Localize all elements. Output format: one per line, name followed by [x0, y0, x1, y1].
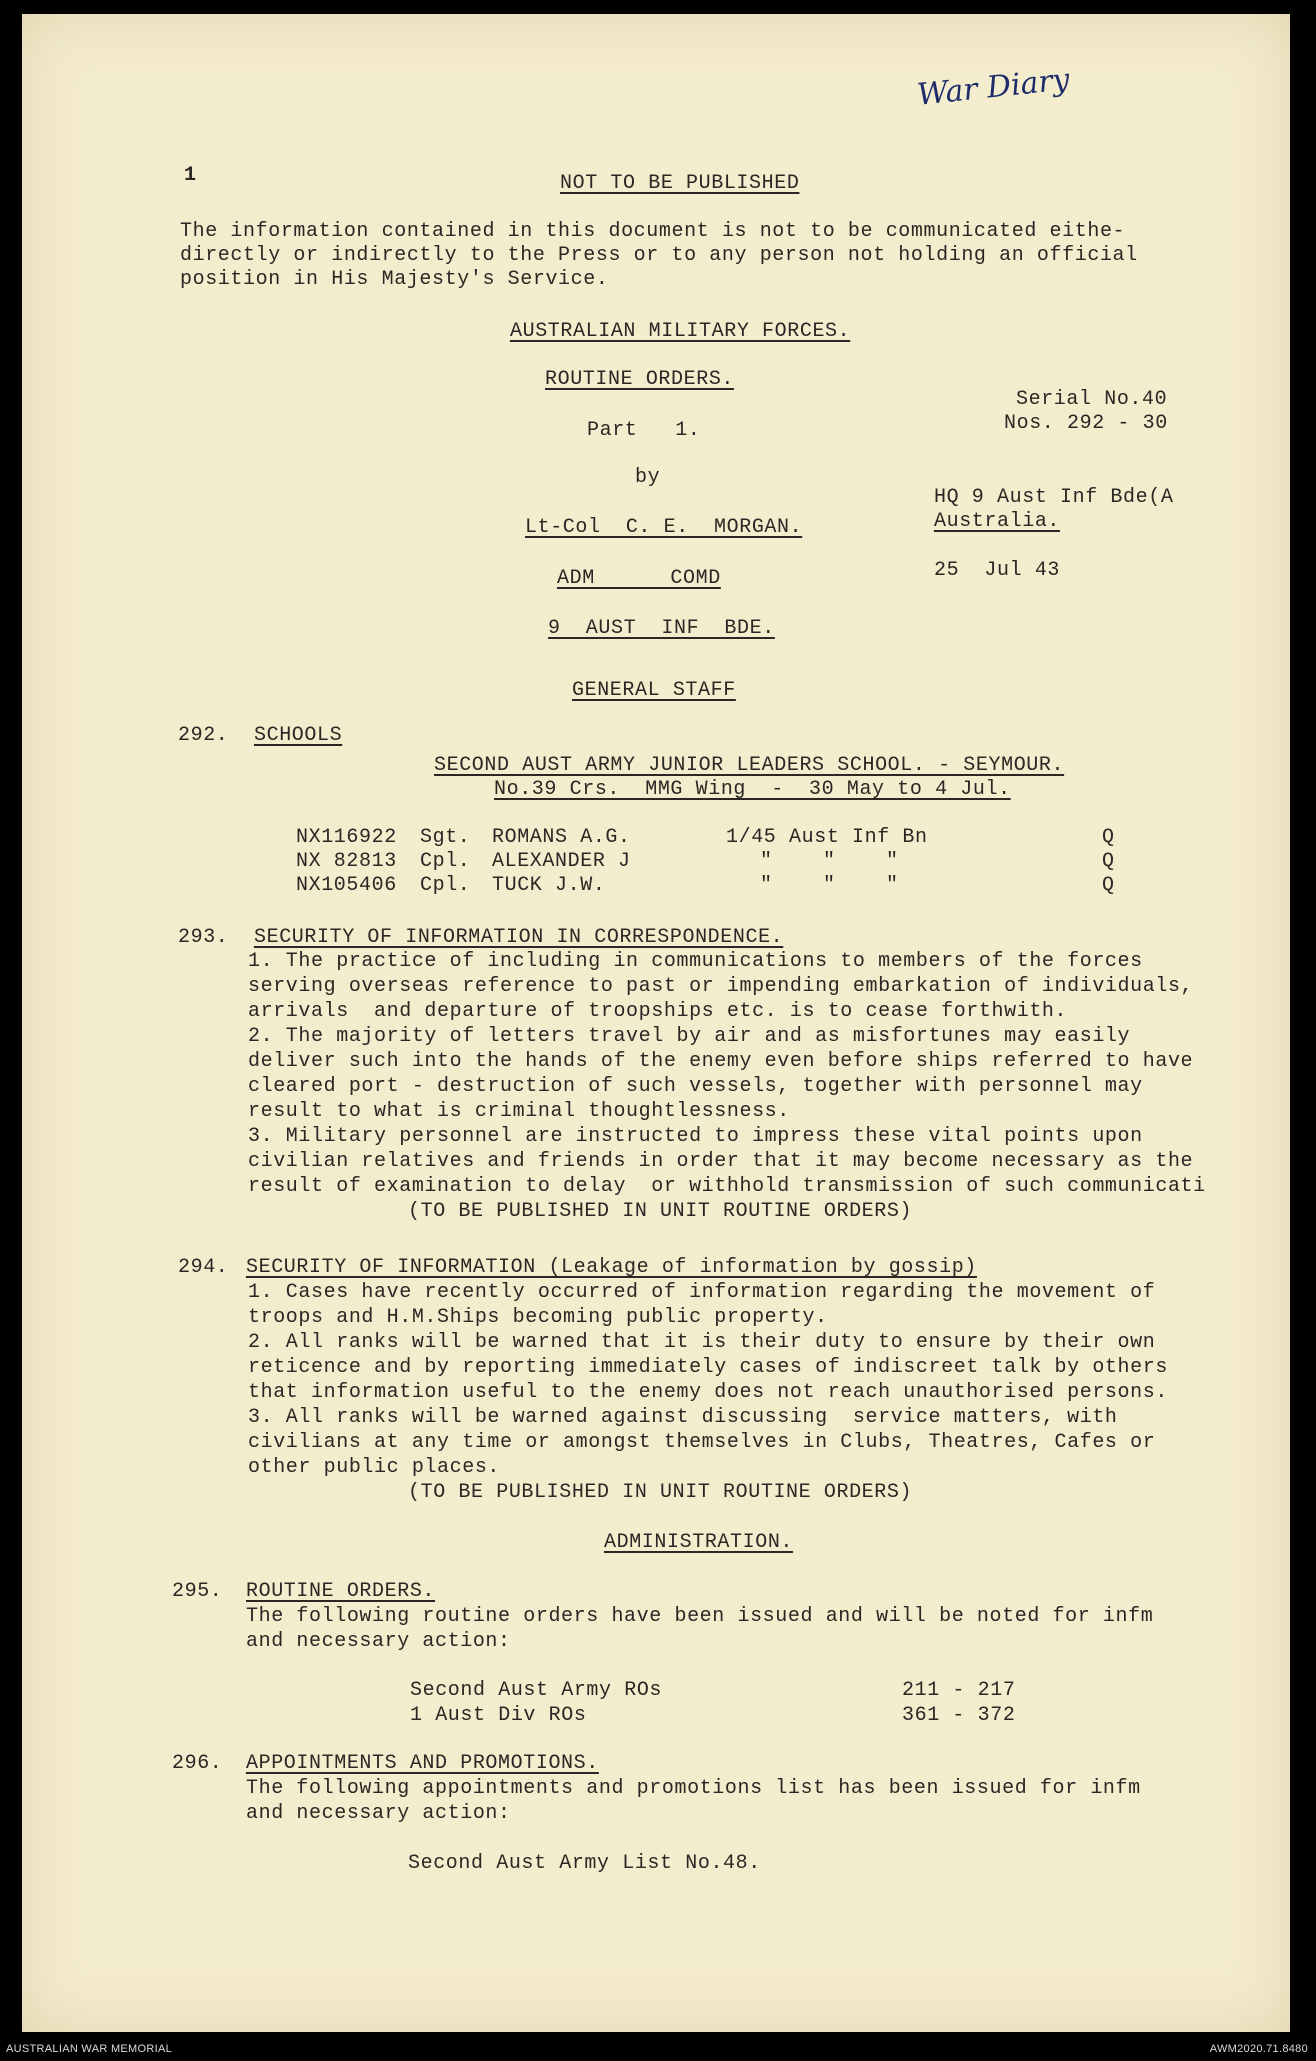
body-line: The following appointments and promotions list has been issued for infm — [246, 1777, 1141, 1800]
list-item-range: 211 - 217 — [902, 1679, 1016, 1702]
hq-label: HQ 9 Aust Inf Bde(A — [934, 486, 1174, 509]
hq-location: Australia. — [934, 510, 1061, 533]
footer-institution: AUSTRALIAN WAR MEMORIAL — [6, 2043, 173, 2055]
table-cell-rank: Cpl. — [420, 850, 471, 873]
table-cell-name: ALEXANDER J — [492, 850, 631, 873]
table-cell-name: ROMANS A.G. — [492, 826, 631, 849]
item-title-security-correspondence: SECURITY OF INFORMATION IN CORRESPONDENCE. — [254, 926, 784, 949]
intro-line-3: position in His Majesty's Service. — [180, 268, 609, 291]
table-cell-rank: Sgt. — [420, 826, 471, 849]
handwritten-annotation: War Diary — [915, 62, 1072, 113]
serial-nos: Nos. 292 - 30 — [1004, 412, 1168, 435]
body-line: 2. All ranks will be warned that it is their duty to ensure by their own — [248, 1331, 1156, 1354]
body-line: 3. Military personnel are instructed to impress these vital points upon — [248, 1125, 1143, 1148]
document-page — [22, 14, 1290, 2032]
body-line: 1. Cases have recently occurred of information regarding the movement of — [248, 1281, 1156, 1304]
body-line: cleared port - destruction of such vessels, together with personnel may — [248, 1075, 1143, 1098]
by-label: by — [635, 466, 661, 489]
item-title-appointments: APPOINTMENTS AND PROMOTIONS. — [246, 1752, 599, 1775]
section-administration: ADMINISTRATION. — [604, 1531, 794, 1554]
publish-note: (TO BE PUBLISHED IN UNIT ROUTINE ORDERS) — [408, 1200, 913, 1223]
orders-title: ROUTINE ORDERS. — [545, 368, 735, 391]
table-cell-unit: " " " — [760, 850, 899, 873]
intro-line-2: directly or indirectly to the Press or to any person not holding an official — [180, 244, 1138, 267]
body-line: deliver such into the hands of the enemy even before ships referred to have — [248, 1050, 1194, 1073]
item-number-292: 292. — [178, 724, 229, 747]
list-item-label: 1 Aust Div ROs — [410, 1704, 587, 1727]
table-cell-rank: Cpl. — [420, 874, 471, 897]
footer-accession-number: AWM2020.71.8480 — [1209, 2043, 1308, 2055]
schools-subtitle: SECOND AUST ARMY JUNIOR LEADERS SCHOOL. - SEYMOUR. — [434, 754, 1065, 777]
body-line: reticence and by reporting immediately cases of indiscreet talk by others — [248, 1356, 1168, 1379]
table-cell-result: Q — [1102, 874, 1115, 897]
table-cell-number: NX116922 — [296, 826, 397, 849]
section-general-staff: GENERAL STAFF — [572, 679, 736, 702]
table-cell-result: Q — [1102, 826, 1115, 849]
body-line: result of examination to delay or withhold transmission of such communicati — [248, 1175, 1206, 1198]
body-line: other public places. — [248, 1456, 501, 1479]
item-number-296: 296. — [172, 1752, 223, 1775]
table-cell-number: NX105406 — [296, 874, 397, 897]
list-item-label: Second Aust Army ROs — [410, 1679, 663, 1702]
body-line: 2. The majority of letters travel by air and as misfortunes may easily — [248, 1025, 1131, 1048]
body-line: 3. All ranks will be warned against discussing service matters, with — [248, 1406, 1118, 1429]
schools-course: No.39 Crs. MMG Wing - 30 May to 4 Jul. — [494, 778, 1011, 801]
page-mark: 1 — [184, 164, 197, 187]
body-line: that information useful to the enemy does not reach unauthorised persons. — [248, 1381, 1168, 1404]
intro-line-1: The information contained in this document is not to be communicated eithe- — [180, 220, 1126, 243]
officer-name: Lt-Col C. E. MORGAN. — [525, 516, 803, 539]
item-number-293: 293. — [178, 926, 229, 949]
officer-role: ADM COMD — [557, 567, 721, 590]
body-line: serving overseas reference to past or impending embarkation of individuals, — [248, 975, 1194, 998]
body-line: and necessary action: — [246, 1802, 511, 1825]
army-list-ref: Second Aust Army List No.48. — [408, 1852, 761, 1875]
part-label: Part 1. — [587, 419, 701, 442]
body-line: civilians at any time or amongst themselves in Clubs, Theatres, Cafes or — [248, 1431, 1156, 1454]
body-line: and necessary action: — [246, 1630, 511, 1653]
force-title: AUSTRALIAN MILITARY FORCES. — [510, 320, 851, 343]
heading-not-published: NOT TO BE PUBLISHED — [560, 172, 800, 195]
item-title-security-gossip: SECURITY OF INFORMATION (Leakage of information by gossip) — [246, 1256, 977, 1279]
unit-name: 9 AUST INF BDE. — [548, 617, 775, 640]
item-title-schools: SCHOOLS — [254, 724, 343, 747]
table-cell-number: NX 82813 — [296, 850, 397, 873]
item-number-295: 295. — [172, 1580, 223, 1603]
serial-no: Serial No.40 — [1016, 388, 1168, 411]
publish-note: (TO BE PUBLISHED IN UNIT ROUTINE ORDERS) — [408, 1481, 913, 1504]
table-cell-unit: 1/45 Aust Inf Bn — [726, 826, 928, 849]
item-title-routine-orders: ROUTINE ORDERS. — [246, 1580, 436, 1603]
table-cell-name: TUCK J.W. — [492, 874, 606, 897]
item-number-294: 294. — [178, 1256, 229, 1279]
body-line: result to what is criminal thoughtlessness. — [248, 1100, 790, 1123]
table-cell-result: Q — [1102, 850, 1115, 873]
list-item-range: 361 - 372 — [902, 1704, 1016, 1727]
table-cell-unit: " " " — [760, 874, 899, 897]
body-line: troops and H.M.Ships becoming public property. — [248, 1306, 828, 1329]
body-line: civilian relatives and friends in order that it may become necessary as the — [248, 1150, 1194, 1173]
order-date: 25 Jul 43 — [934, 559, 1061, 582]
body-line: arrivals and departure of troopships etc. is to cease forthwith. — [248, 1000, 1068, 1023]
body-line: 1. The practice of including in communications to members of the forces — [248, 950, 1143, 973]
body-line: The following routine orders have been issued and will be noted for infm — [246, 1605, 1154, 1628]
